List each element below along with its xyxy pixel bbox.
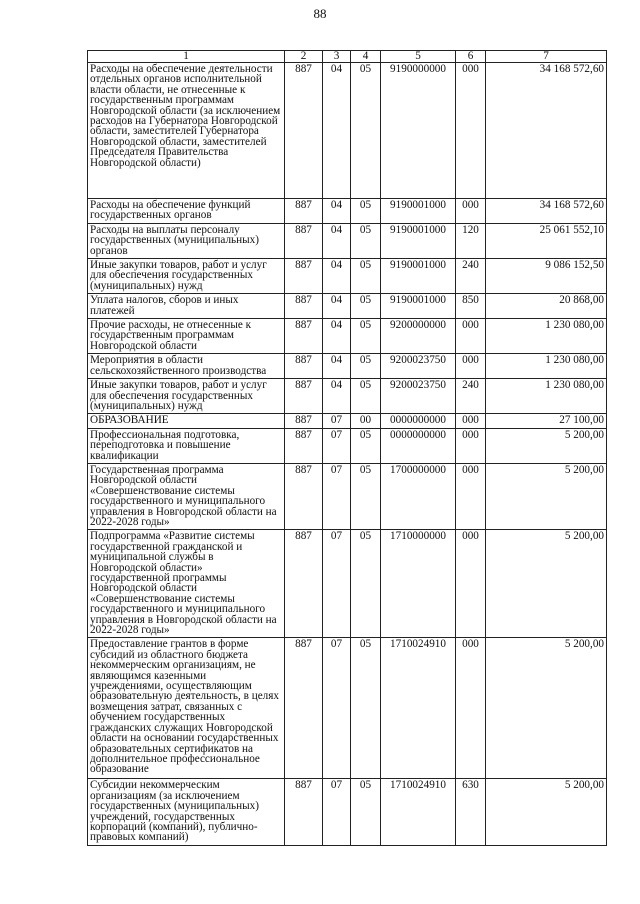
cell-pr: 05	[351, 354, 381, 379]
cell-name: Иные закупки товаров, работ и услуг для обеспечения государственных (муниципальных) нужд	[88, 259, 285, 294]
cell-sum: 34 168 572,60	[486, 199, 607, 224]
cell-ved: 887	[285, 294, 323, 319]
cell-pr: 05	[351, 779, 381, 845]
table-row	[88, 354, 607, 379]
table-row	[88, 199, 607, 224]
column-header: 3	[323, 51, 351, 63]
cell-pr: 05	[351, 638, 381, 779]
cell-ved: 887	[285, 63, 323, 199]
table-row	[88, 319, 607, 354]
table-row	[88, 294, 607, 319]
cell-pr: 05	[351, 319, 381, 354]
cell-rz: 07	[323, 779, 351, 845]
cell-ved: 887	[285, 638, 323, 779]
cell-csr: 9190001000	[381, 294, 456, 319]
cell-csr: 1710000000	[381, 530, 456, 638]
cell-vr: 240	[456, 259, 486, 294]
cell-sum: 5 200,00	[486, 530, 607, 638]
cell-rz: 04	[323, 294, 351, 319]
header-row	[88, 51, 607, 63]
cell-name: Прочие расходы, не отнесенные к государственным программам Новгородской области	[88, 319, 285, 354]
page-number: 88	[313, 6, 327, 21]
cell-pr: 05	[351, 428, 381, 463]
cell-sum: 5 200,00	[486, 463, 607, 529]
cell-vr: 630	[456, 779, 486, 845]
cell-vr: 000	[456, 199, 486, 224]
cell-rz: 07	[323, 530, 351, 638]
cell-vr: 000	[456, 354, 486, 379]
cell-pr: 05	[351, 223, 381, 258]
cell-ved: 887	[285, 379, 323, 414]
cell-csr: 9190001000	[381, 259, 456, 294]
cell-pr: 05	[351, 199, 381, 224]
cell-sum: 25 061 552,10	[486, 223, 607, 258]
cell-vr: 850	[456, 294, 486, 319]
table-row	[88, 463, 607, 529]
cell-ved: 887	[285, 414, 323, 428]
cell-csr: 9190001000	[381, 223, 456, 258]
column-header: 4	[351, 51, 381, 63]
cell-csr: 9190001000	[381, 199, 456, 224]
cell-name: Подпрограмма «Развитие системы государственной гражданской и муниципальной службы в Новгородской области» государственной программы Новгородской области «Совершенствование системы государственного и муниципального управления в Новгородской области на 2022-2028 годы»	[88, 530, 285, 638]
cell-ved: 887	[285, 463, 323, 529]
cell-rz: 04	[323, 379, 351, 414]
cell-sum: 27 100,00	[486, 414, 607, 428]
cell-vr: 240	[456, 379, 486, 414]
cell-rz: 07	[323, 414, 351, 428]
cell-ved: 887	[285, 259, 323, 294]
cell-ved: 887	[285, 530, 323, 638]
column-header: 1	[88, 51, 285, 63]
column-header: 2	[285, 51, 323, 63]
cell-name: Уплата налогов, сборов и иных платежей	[88, 294, 285, 319]
cell-vr: 000	[456, 428, 486, 463]
cell-sum: 1 230 080,00	[486, 379, 607, 414]
cell-pr: 05	[351, 294, 381, 319]
cell-rz: 04	[323, 223, 351, 258]
column-header: 6	[456, 51, 486, 63]
cell-vr: 000	[456, 463, 486, 529]
cell-csr: 1700000000	[381, 463, 456, 529]
cell-rz: 07	[323, 428, 351, 463]
cell-name: Государственная программа Новгородской области «Совершенствование системы государственного и муниципального управления в Новгородской области на 2022-2028 годы»	[88, 463, 285, 529]
cell-csr: 0000000000	[381, 428, 456, 463]
cell-name: Расходы на выплаты персоналу государственных (муниципальных) органов	[88, 223, 285, 258]
cell-csr: 9200023750	[381, 354, 456, 379]
table-row	[88, 530, 607, 638]
table-row	[88, 63, 607, 199]
cell-rz: 04	[323, 63, 351, 199]
cell-csr: 0000000000	[381, 414, 456, 428]
cell-pr: 00	[351, 414, 381, 428]
cell-pr: 05	[351, 63, 381, 199]
cell-name: Субсидии некоммерческим организациям (за исключением государственных (муниципальных) учреждений, государственных корпораций (компаний), публично-правовых компаний)	[88, 779, 285, 845]
cell-rz: 07	[323, 638, 351, 779]
cell-sum: 1 230 080,00	[486, 354, 607, 379]
table-row	[88, 779, 607, 845]
budget-table	[87, 50, 607, 846]
cell-csr: 9200000000	[381, 319, 456, 354]
cell-ved: 887	[285, 779, 323, 845]
cell-rz: 04	[323, 259, 351, 294]
cell-sum: 5 200,00	[486, 428, 607, 463]
cell-sum: 5 200,00	[486, 638, 607, 779]
cell-csr: 1710024910	[381, 779, 456, 845]
cell-vr: 000	[456, 638, 486, 779]
cell-ved: 887	[285, 354, 323, 379]
cell-name: Предоставление грантов в форме субсидий из областного бюджета некоммерческим организациям, не являющимся казенными учреждениями, осуществляющим образовательную деятельность, в целях возмещения затрат, связанных с обучением государственных гражданских служащих Новгородской области на основании государственных образовательных сертификатов на дополнительное профессиональное образование	[88, 638, 285, 779]
cell-pr: 05	[351, 379, 381, 414]
table-row	[88, 414, 607, 428]
cell-csr: 1710024910	[381, 638, 456, 779]
column-header: 7	[486, 51, 607, 63]
cell-sum: 20 868,00	[486, 294, 607, 319]
table-row	[88, 223, 607, 258]
column-header: 5	[381, 51, 456, 63]
cell-ved: 887	[285, 319, 323, 354]
cell-vr: 120	[456, 223, 486, 258]
cell-pr: 05	[351, 463, 381, 529]
cell-name: Иные закупки товаров, работ и услуг для обеспечения государственных (муниципальных) нужд	[88, 379, 285, 414]
table-row	[88, 259, 607, 294]
table-row	[88, 638, 607, 779]
cell-name: Расходы на обеспечение деятельности отдельных органов исполнительной власти области, не отнесенные к государственным программам Новгородской области (за исключением расходов на Губернатора Новгородской области, заместителей Губернатора Новгородской области, заместителей Председателя Правительства Новгородской области)	[88, 63, 285, 199]
cell-sum: 9 086 152,50	[486, 259, 607, 294]
cell-sum: 1 230 080,00	[486, 319, 607, 354]
cell-vr: 000	[456, 63, 486, 199]
cell-sum: 34 168 572,60	[486, 63, 607, 199]
cell-ved: 887	[285, 199, 323, 224]
cell-sum: 5 200,00	[486, 779, 607, 845]
cell-rz: 07	[323, 463, 351, 529]
cell-csr: 9190000000	[381, 63, 456, 199]
cell-vr: 000	[456, 319, 486, 354]
cell-name: Мероприятия в области сельскохозяйственного производства	[88, 354, 285, 379]
cell-name: Расходы на обеспечение функций государственных органов	[88, 199, 285, 224]
cell-vr: 000	[456, 414, 486, 428]
cell-vr: 000	[456, 530, 486, 638]
cell-pr: 05	[351, 259, 381, 294]
cell-name: Профессиональная подготовка, переподготовка и повышение квалификации	[88, 428, 285, 463]
cell-pr: 05	[351, 530, 381, 638]
cell-name: ОБРАЗОВАНИЕ	[88, 414, 285, 428]
cell-rz: 04	[323, 354, 351, 379]
cell-ved: 887	[285, 223, 323, 258]
cell-csr: 9200023750	[381, 379, 456, 414]
table-row	[88, 379, 607, 414]
cell-ved: 887	[285, 428, 323, 463]
cell-rz: 04	[323, 199, 351, 224]
table-row	[88, 428, 607, 463]
cell-rz: 04	[323, 319, 351, 354]
